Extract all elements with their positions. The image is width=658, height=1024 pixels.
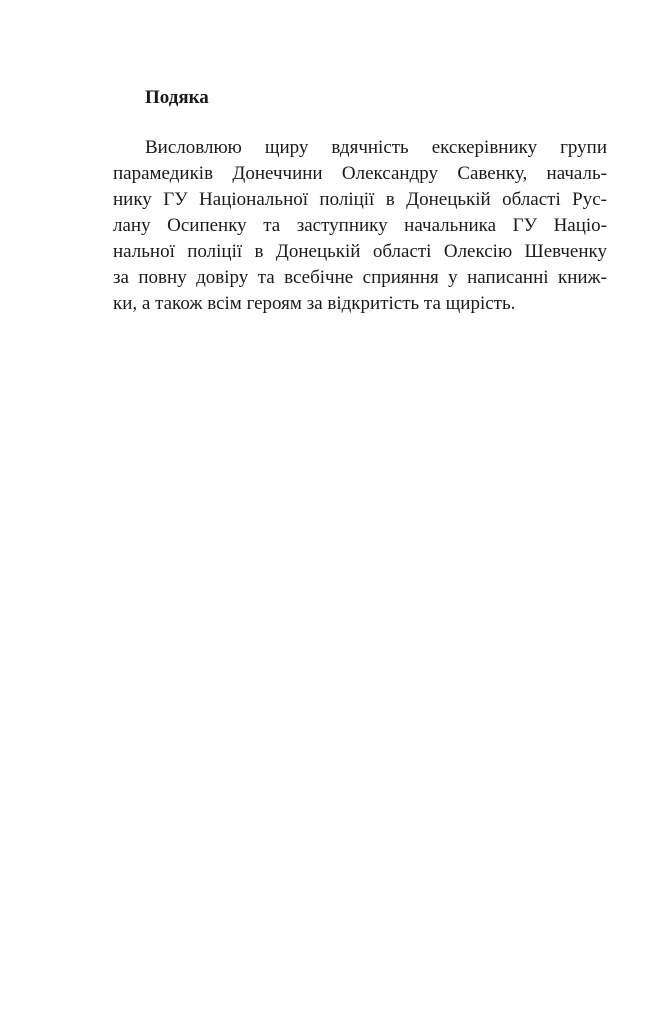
acknowledgements-paragraph: [113, 135, 607, 317]
paragraph-line: нальної поліції в Донецькій області Олексію Шевченку: [113, 241, 607, 262]
paragraph-line: ки, а також всім героям за відкритість та щирість.: [113, 293, 516, 314]
section-heading: Подяка: [145, 87, 209, 108]
paragraph-line: за повну довіру та всебічне сприяння у написанні книж-: [113, 267, 607, 288]
paragraph-line: нику ГУ Національної поліції в Донецькій області Рус-: [113, 189, 607, 210]
paragraph-line: лану Осипенку та заступнику начальника ГУ Націо-: [113, 215, 607, 236]
paragraph-line: парамедиків Донеччини Олександру Савенку, началь-: [113, 163, 607, 184]
paragraph-line: Висловлюю щиру вдячність екскерівнику групи: [145, 137, 607, 158]
acknowledgements-section: [113, 86, 607, 317]
